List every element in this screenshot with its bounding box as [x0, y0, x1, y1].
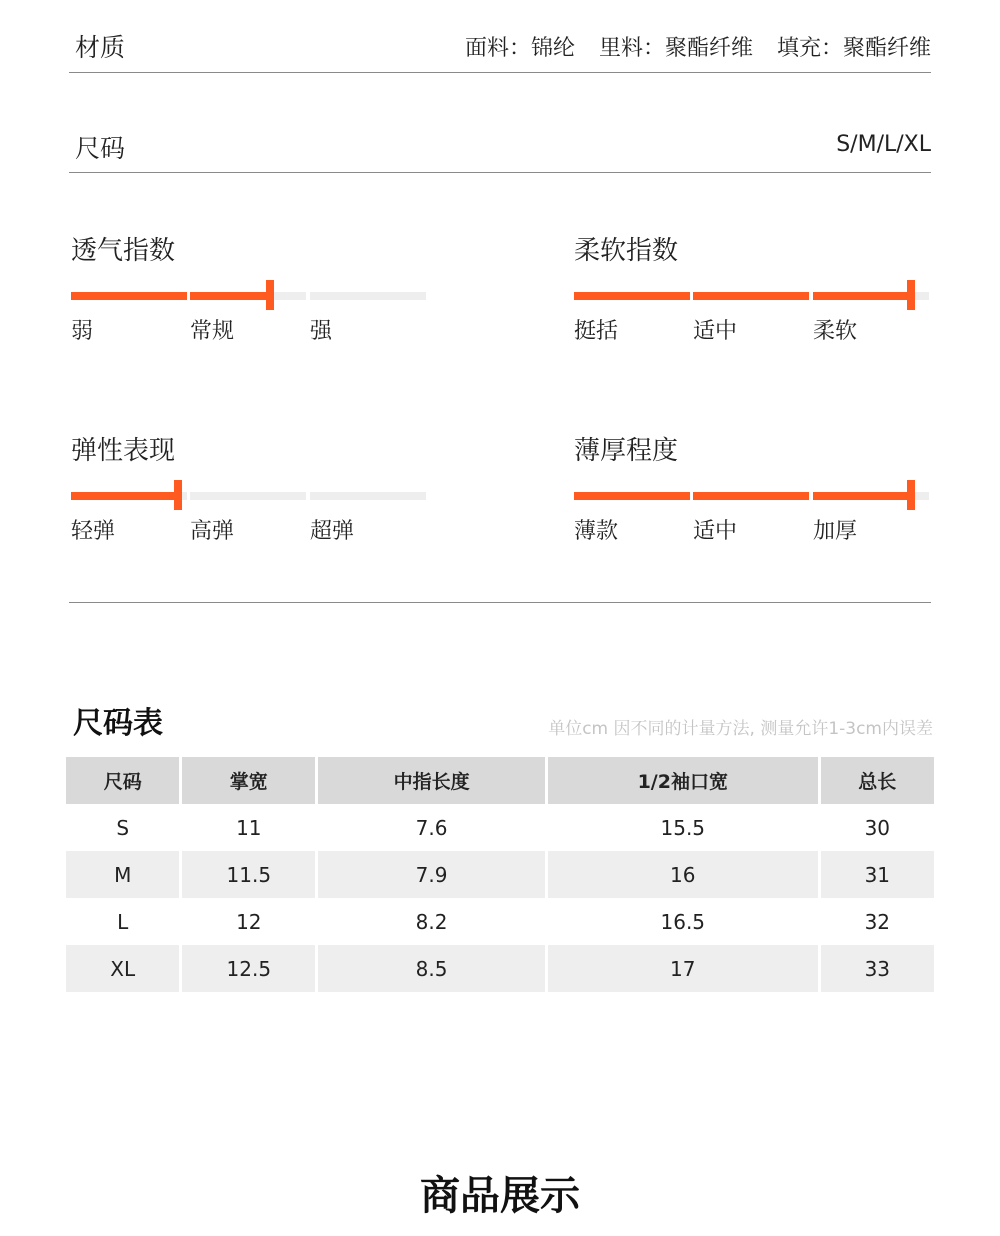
- meter-segment: [574, 492, 690, 500]
- table-cell: 7.6: [415, 815, 448, 840]
- column-header: 掌宽: [182, 757, 315, 804]
- level-label: 薄款: [574, 519, 619, 544]
- table-header-row: [66, 757, 934, 804]
- size-value: S/M/L/XL: [836, 132, 931, 157]
- size-chart-title: 尺码表: [73, 706, 163, 741]
- fabric-text: 面料：锦纶: [464, 36, 575, 61]
- column-header: 中指长度: [318, 757, 545, 804]
- material-values: [441, 31, 931, 62]
- meter-fill: [71, 492, 178, 500]
- meter-fill: [574, 292, 690, 300]
- softness-meter: [574, 236, 930, 362]
- table-cell: 8.5: [318, 945, 545, 992]
- table-cell: 16: [548, 851, 818, 898]
- table-cell: M: [66, 851, 179, 898]
- meter-fill: [813, 292, 911, 300]
- table-cell: 15.5: [660, 815, 706, 840]
- meter-fill: [574, 492, 690, 500]
- table-cell: XL: [66, 945, 179, 992]
- column-header: 尺码: [66, 757, 179, 804]
- size-label: 尺码: [75, 134, 126, 163]
- meter-segment: [190, 292, 306, 300]
- table-cell: 7.9: [318, 851, 545, 898]
- meter-segment: [693, 492, 809, 500]
- table-row: [66, 898, 934, 945]
- level-marker: [266, 280, 274, 310]
- table-row: [66, 851, 934, 898]
- table-cell: L: [117, 909, 129, 934]
- table-cell: 31: [821, 851, 934, 898]
- table-cell: 17: [548, 945, 818, 992]
- size-table: [63, 757, 937, 992]
- meter-segment: [693, 292, 809, 300]
- table-cell: 30: [864, 815, 891, 840]
- level-marker: [907, 480, 915, 510]
- level-label: 超弹: [310, 519, 355, 544]
- meter-segment: [310, 492, 426, 500]
- table-row: [66, 945, 934, 992]
- meter-segment: [190, 492, 306, 500]
- showcase-title: 商品展示: [420, 1173, 580, 1219]
- level-label: 轻弹: [71, 519, 116, 544]
- divider: [69, 172, 931, 173]
- table-cell: 8.2: [415, 909, 448, 934]
- meter-segment: [71, 492, 187, 500]
- table-cell: 12.5: [182, 945, 315, 992]
- table-cell: 11.5: [182, 851, 315, 898]
- table-cell: 16.5: [660, 909, 706, 934]
- table-row: [66, 804, 934, 851]
- elasticity-meter: [71, 436, 427, 562]
- lining-text: 里料：聚酯纤维: [598, 36, 753, 61]
- meter-title: 薄厚程度: [574, 436, 679, 466]
- meter-segment: [574, 292, 690, 300]
- table-cell: 32: [864, 909, 891, 934]
- meter-fill: [190, 292, 270, 300]
- level-label: 适中: [693, 519, 738, 544]
- column-header: 1/2袖口宽: [548, 757, 818, 804]
- column-header: 总长: [821, 757, 934, 804]
- meter-fill: [71, 292, 187, 300]
- thickness-meter: [574, 436, 930, 562]
- level-label: 柔软: [813, 319, 858, 344]
- level-label: 常规: [190, 319, 235, 344]
- breathability-meter: [71, 236, 427, 362]
- level-marker: [174, 480, 182, 510]
- meter-fill: [693, 492, 809, 500]
- level-label: 强: [310, 319, 333, 344]
- filling-text: 填充：聚酯纤维: [776, 36, 931, 61]
- level-label: 加厚: [813, 519, 858, 544]
- meter-fill: [693, 292, 809, 300]
- table-cell: S: [116, 815, 130, 840]
- level-label: 适中: [693, 319, 738, 344]
- size-chart-note: 单位cm 因不同的计量方法, 测量允许1-3cm内误差: [548, 719, 933, 739]
- meter-fill: [813, 492, 911, 500]
- level-label: 弱: [71, 319, 94, 344]
- level-label: 挺括: [574, 319, 619, 344]
- meter-title: 弹性表现: [71, 436, 176, 466]
- level-marker: [907, 280, 915, 310]
- meter-title: 透气指数: [71, 236, 176, 266]
- meter-title: 柔软指数: [574, 236, 679, 266]
- meter-segment: [71, 292, 187, 300]
- level-label: 高弹: [190, 519, 235, 544]
- divider: [69, 72, 931, 73]
- table-cell: 12: [236, 909, 262, 934]
- divider: [69, 602, 931, 603]
- material-label: 材质: [75, 33, 126, 62]
- table-cell: 11: [236, 815, 262, 840]
- table-cell: 33: [821, 945, 934, 992]
- meter-segment: [310, 292, 426, 300]
